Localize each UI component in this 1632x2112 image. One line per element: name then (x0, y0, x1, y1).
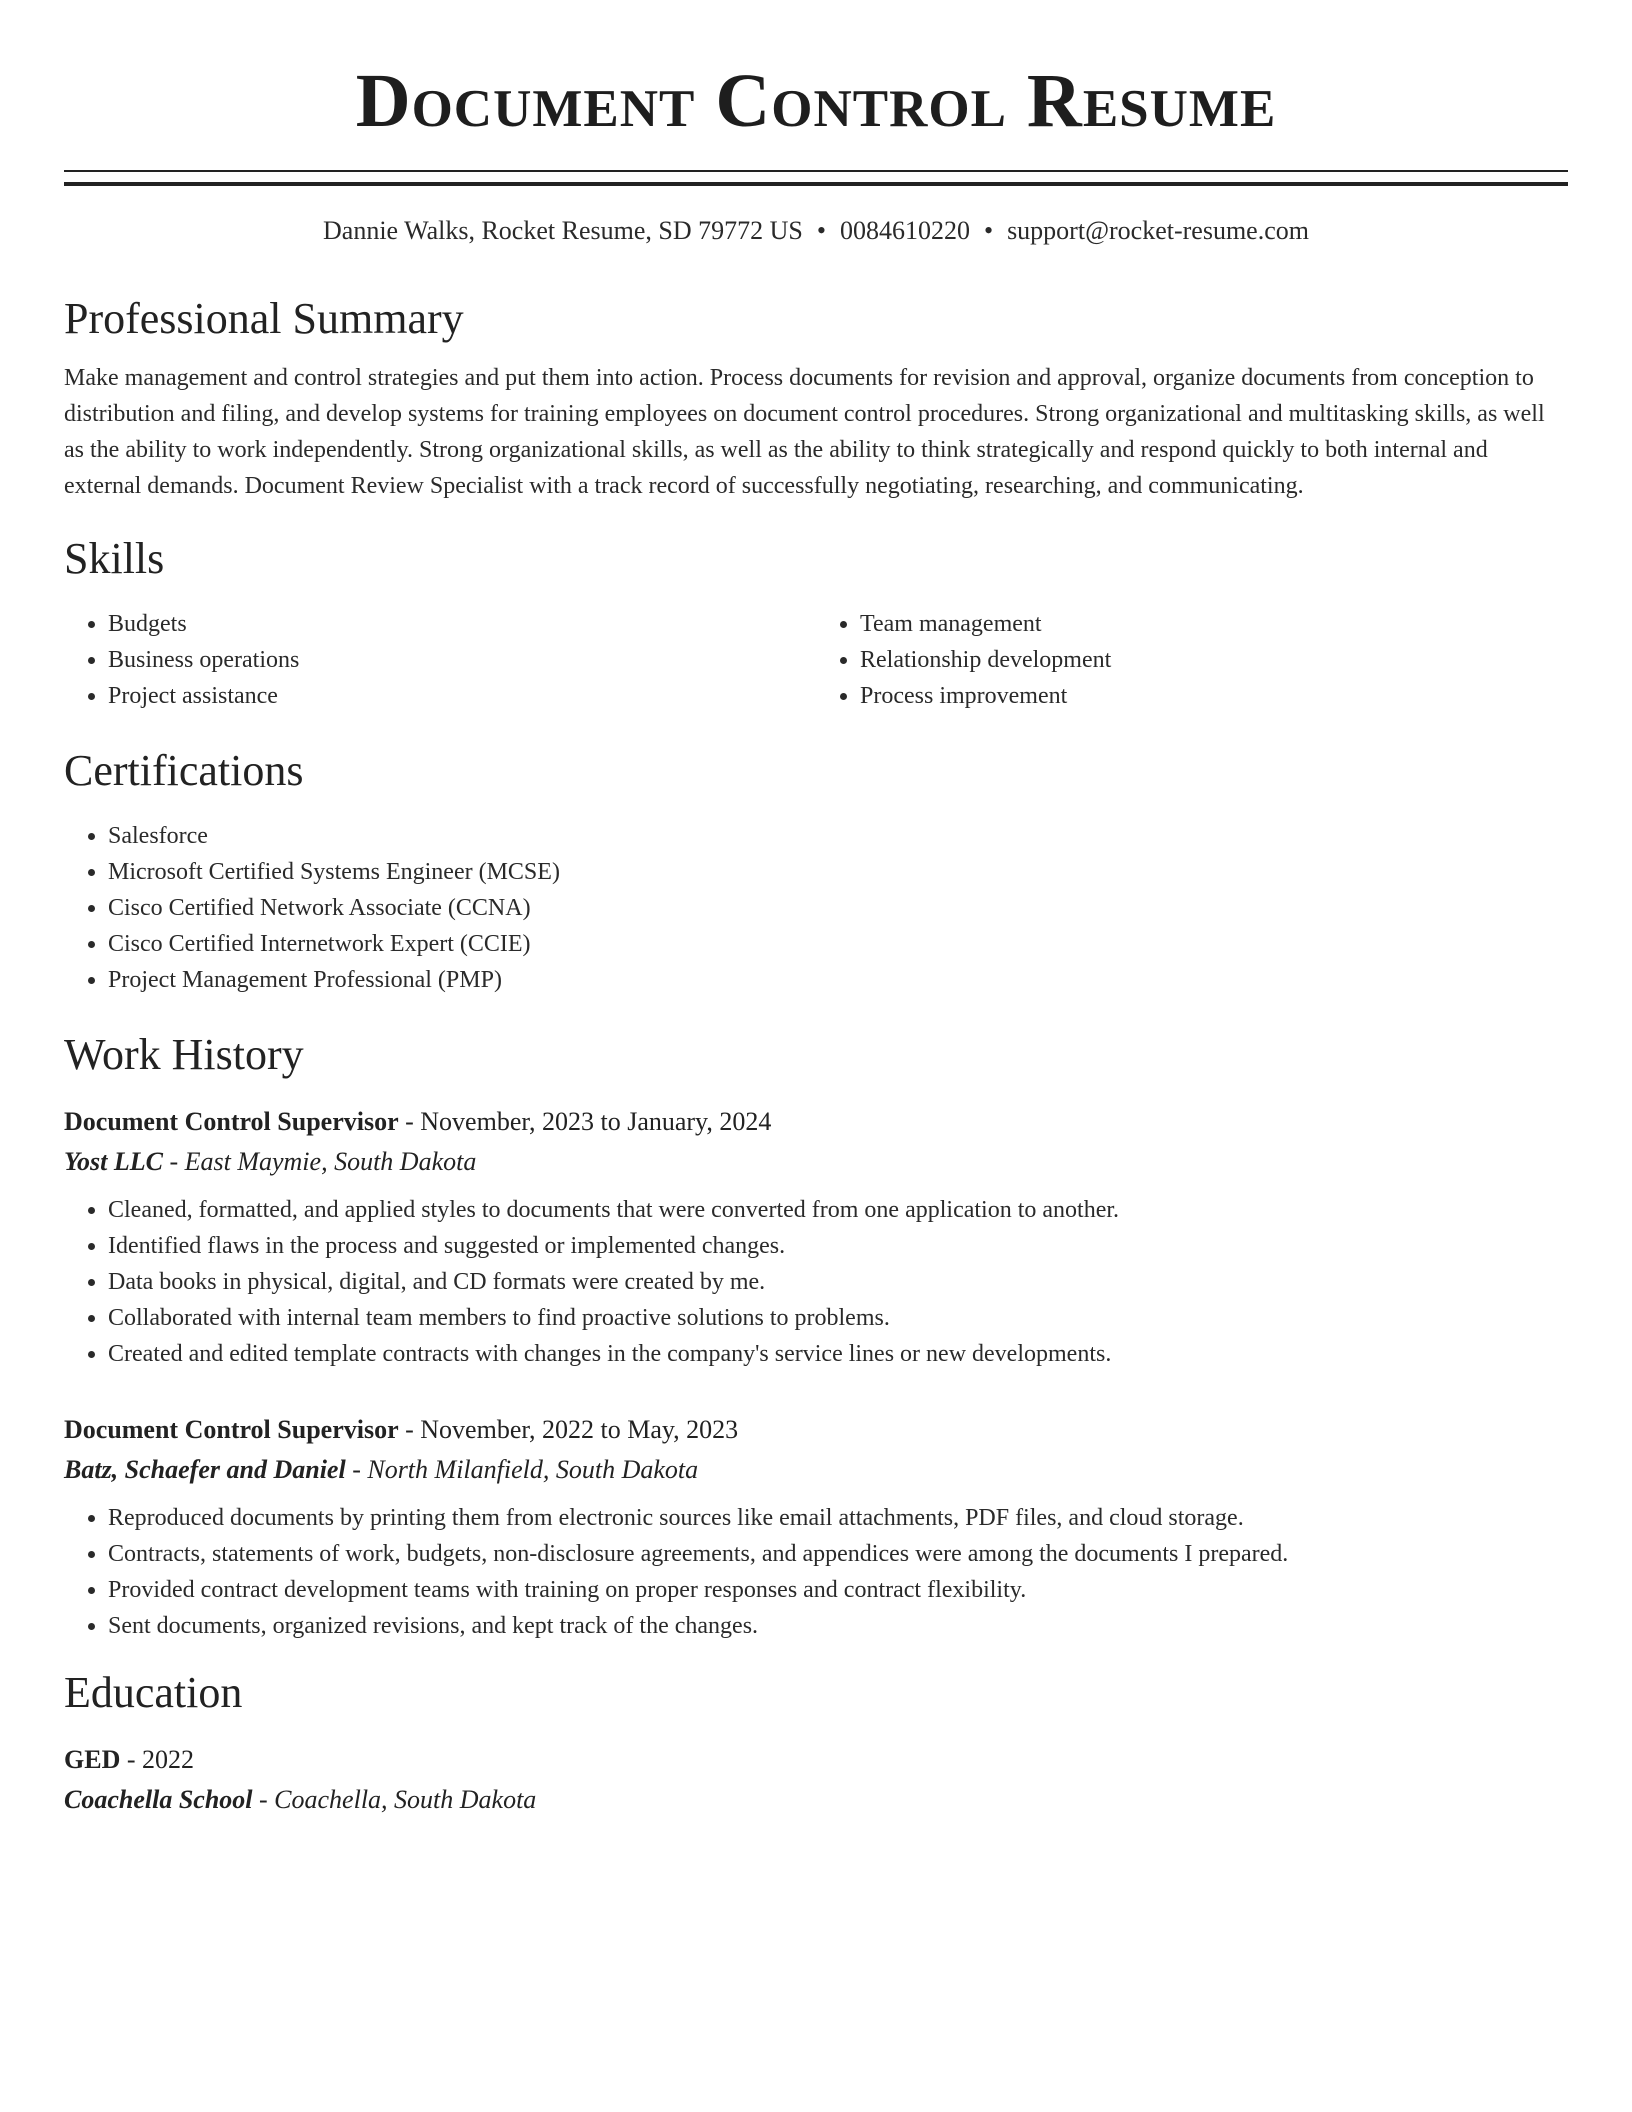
contact-separator: • (983, 216, 994, 245)
education-entry (64, 1740, 1568, 1820)
contact-email: support@rocket-resume.com (1007, 216, 1309, 245)
work-history-heading: Work History (64, 1030, 304, 1079)
education-degree-line (64, 1740, 1568, 1780)
job-duty: • Created and edited template contracts with changes in the company's service lines or new developments. (108, 1336, 1568, 1372)
certification-item: • Project Management Professional (PMP) (108, 962, 1568, 998)
summary-heading: Professional Summary (64, 294, 464, 343)
document-title: Document Control Resume (355, 59, 1277, 143)
job-company-line (64, 1142, 1568, 1182)
job-duty: • Data books in physical, digital, and CD formats were created by me. (108, 1264, 1568, 1300)
education-heading: Education (64, 1668, 243, 1717)
skill-item: • Process improvement (860, 678, 1568, 714)
job-duty: • Provided contract development teams with training on proper responses and contract flexibility. (108, 1572, 1568, 1608)
skill-item: • Business operations (108, 642, 816, 678)
title-divider (64, 170, 1568, 186)
certifications-list (64, 818, 1568, 998)
education-year: - 2022 (120, 1745, 195, 1774)
education-location: - Coachella, South Dakota (252, 1785, 537, 1814)
job-entry (64, 1410, 1568, 1644)
job-location: - North Milanfield, South Dakota (345, 1455, 699, 1484)
certification-item: • Microsoft Certified Systems Engineer (MCSE) (108, 854, 1568, 890)
education-school: Coachella School (64, 1785, 253, 1814)
education-school-line (64, 1780, 1568, 1820)
summary-text: Make management and control strategies and put them into action. Process documents for revision and approval, organize documents from conception to distribution and filing, and develop systems for training employees on document control procedures. Strong organizational and multitasking skills, as well as the ability to work independently. Strong organizational skills, as well as the ability to think strategically and respond quickly to both internal and external demands. Document Review Specialist with a track record of successfully negotiating, researching, and communicating. (64, 365, 1545, 499)
skill-item: • Team management (860, 606, 1568, 642)
job-duty: • Cleaned, formatted, and applied styles to documents that were converted from one application to another. (108, 1192, 1568, 1228)
contact-separator: • (816, 216, 826, 245)
certification-item: • Cisco Certified Internetwork Expert (CCIE) (108, 926, 1568, 962)
job-dates: - November, 2022 to May, 2023 (398, 1415, 739, 1444)
skill-item: • Relationship development (860, 642, 1568, 678)
certifications-heading: Certifications (64, 746, 304, 795)
job-title-line (64, 1102, 1568, 1142)
job-duty: • Reproduced documents by printing them from electronic sources like email attachments, PDF files, and cloud storage. (108, 1500, 1568, 1536)
job-role: Document Control Supervisor (64, 1107, 399, 1136)
skills-heading: Skills (64, 534, 165, 583)
contact-line (64, 214, 1568, 248)
job-company: Yost LLC (64, 1147, 163, 1176)
skill-item: • Budgets (108, 606, 816, 642)
job-duty: • Identified flaws in the process and suggested or implemented changes. (108, 1228, 1568, 1264)
certification-item: • Cisco Certified Network Associate (CCNA) (108, 890, 1568, 926)
job-dates: - November, 2023 to January, 2024 (398, 1107, 772, 1136)
contact-phone: 0084610220 (839, 216, 970, 245)
skills-column-right (816, 606, 1568, 714)
skills-grid (64, 606, 1568, 714)
job-entry (64, 1102, 1568, 1372)
job-duty: • Sent documents, organized revisions, and kept track of the changes. (108, 1608, 1568, 1644)
job-company-line (64, 1450, 1568, 1490)
job-title-line (64, 1410, 1568, 1450)
certification-item: • Salesforce (108, 818, 1568, 854)
skills-column-left (64, 606, 816, 714)
job-duty: • Contracts, statements of work, budgets, non-disclosure agreements, and appendices were among the documents I prepared. (108, 1536, 1568, 1572)
education-degree: GED (64, 1745, 121, 1774)
job-company: Batz, Schaefer and Daniel (64, 1455, 346, 1484)
skill-item: • Project assistance (108, 678, 816, 714)
job-role: Document Control Supervisor (64, 1415, 399, 1444)
job-duties-list (64, 1500, 1568, 1644)
job-duty: • Collaborated with internal team members to find proactive solutions to problems. (108, 1300, 1568, 1336)
contact-address: Dannie Walks, Rocket Resume, SD 79772 US (323, 216, 803, 245)
job-location: - East Maymie, South Dakota (162, 1147, 477, 1176)
job-duties-list (64, 1192, 1568, 1372)
